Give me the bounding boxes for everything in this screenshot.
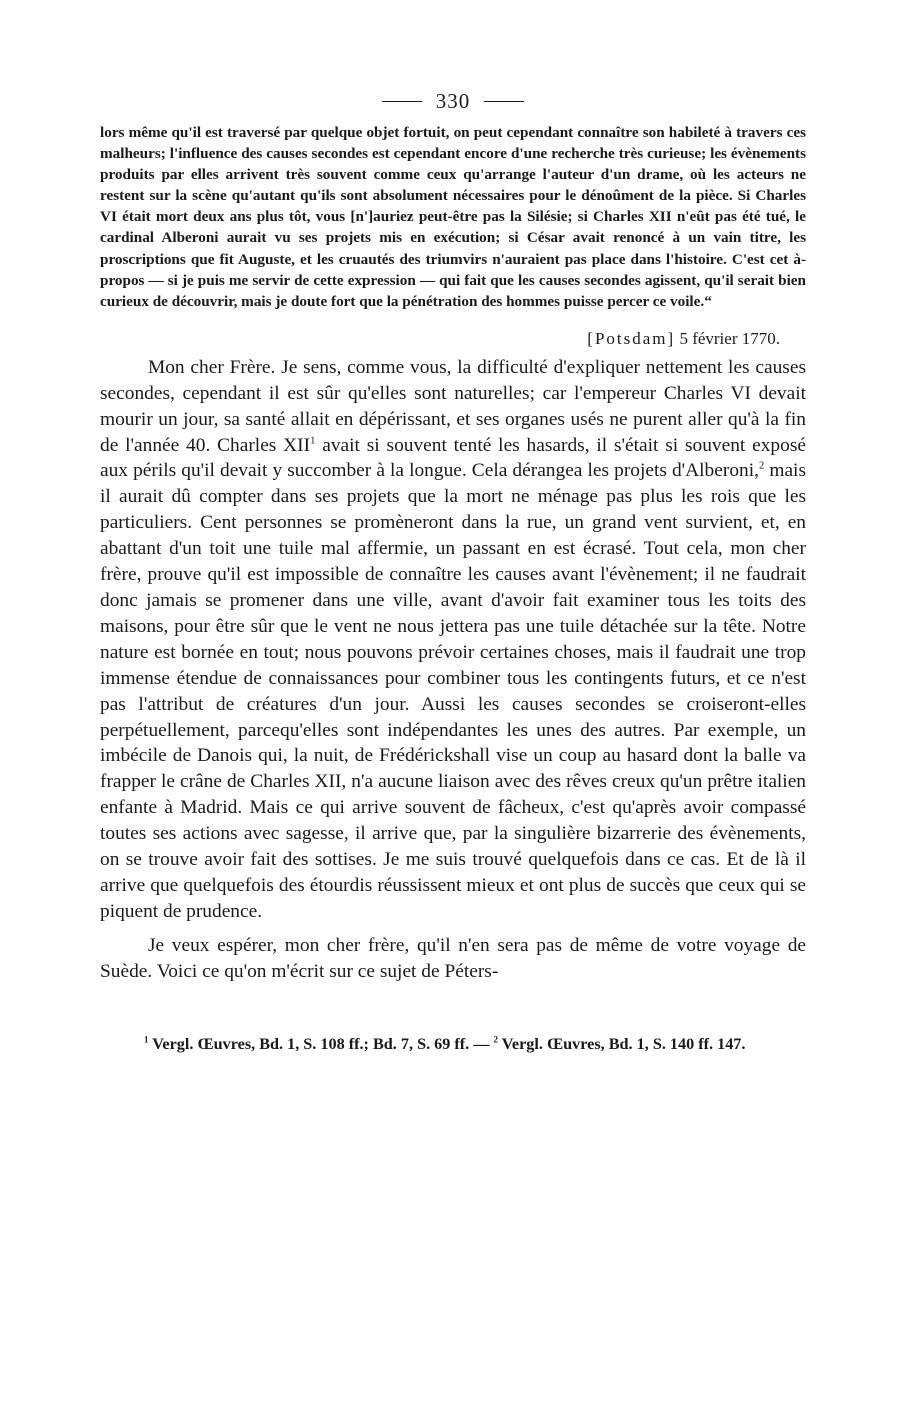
book-page xyxy=(100,86,806,1057)
letter-paragraph-1 xyxy=(100,355,806,925)
letter-dateline xyxy=(100,327,780,351)
letter-paragraph-2: Je veux espérer, mon cher frère, qu'il n'en sera pas de même de votre voyage de Suède. Voici ce qu'on m'écrit sur ce sujet de Péters- xyxy=(100,934,806,982)
footnotes xyxy=(100,1031,806,1057)
page-header xyxy=(100,86,806,116)
quoted-letter-excerpt: lors même qu'il est traversé par quelque objet fortuit, on peut cependant connaître son habileté à travers ces malheurs; l'influence des causes secondes est cependant encore d'une recherche très curieuse; les évènements produits par elles arrivent très souvent comme ceux qu'arrange l'auteur d'un drame, où les acteurs ne restent sur la scène qu'autant qu'ils sont absolument nécessaires pour le dénoûment de la pièce. Si Charles VI était mort deux ans plus tôt, vous [n']auriez peut-être pas la Silésie; si Charles XII n'eût pas été tué, le cardinal Alberoni aurait vu ses projets mis en exécution; si César avait renoncé à un vain titre, les proscriptions que fit Auguste, et les cruautés des triumvirs n'auraient pas place dans l'histoire. C'est cet à-propos — si je puis me servir de cette expression — qui fait que les causes secondes agissent, qu'il serait bien curieux de découvrir, mais je doute fort que la pénétration des hommes puisse percer ce voile.“ xyxy=(100,124,806,310)
dateline-date: 5 février 1770. xyxy=(679,328,780,348)
dateline-place: [Potsdam] xyxy=(587,328,676,348)
footnote-ref-1: 1 xyxy=(310,434,316,447)
page-number: 330 xyxy=(435,88,471,113)
paragraph-1-part-b: avait si souvent tenté les hasards, il s'était si souvent exposé aux périls qu'il devait y succomber à la longue. Cela dérangea les projets d'Alberoni, xyxy=(100,434,806,482)
footnote-mark-1: 1 xyxy=(144,1034,149,1045)
paragraph-1-part-c: mais il aurait dû compter dans ses projets que la mort ne ménage pas plus les rois que les particuliers. Cent personnes se promèneront dans la rue, un grand vent survient, et, en abattant d'un toit une tuile mal affermie, un passant en est écrasé. Tout cela, mon cher frère, prouve qu'il est impossible de connaître les causes avant l'évènement; il ne faudrait donc jamais se promener dans une ville, avant d'avoir fait examiner tous les toits des maisons, pour être sûr que le vent ne nous jettera pas une tuile détachée sur la tête. Notre nature est bornée en tout; nous pouvons prévoir certaines choses, mais il faudrait une trop immense étendue de connaissances pour combiner tous les contingents futurs, et ce n'est pas l'attribut de créatures d'un jour. Aussi les causes secondes se croiseront-elles perpétuellement, parcequ'elles sont indépendantes les unes des autres. Par exemple, un imbécile de Danois qui, la nuit, de Frédérickshall vise un coup au hasard dont la balle va frapper le crâne de Charles XII, n'a aucune liaison avec des rêves creux qu'un prêtre italien enfante à Madrid. Mais ce qui arrive souvent de fâcheux, c'est qu'après avoir compassé toutes ses actions avec sagesse, il arrive que, par la singulière bizarrerie des évènements, on se trouve avoir fait des sottises. Je me suis trouvé quelquefois dans ce cas. Et de là il arrive que quelquefois des étourdis réussissent mieux et ont plus de succès que ceux qui se piquent de prudence. xyxy=(100,460,806,922)
footnote-2-text: Vergl. Œuvres, Bd. 1, S. 140 ff. 147. xyxy=(497,1034,746,1053)
footnote-1-text: Vergl. Œuvres, Bd. 1, S. 108 ff.; Bd. 7, S. 69 ff. — xyxy=(148,1034,494,1053)
header-rule-left xyxy=(382,101,422,102)
footnote-ref-2: 2 xyxy=(758,460,765,472)
header-rule-right xyxy=(484,101,524,102)
footnote-mark-2: 2 xyxy=(493,1034,498,1045)
paragraph-1-part-a: Mon cher Frère. Je sens, comme vous, la difficulté d'expliquer nettement les causes secondes, cependant il est sûr qu'elles sont naturelles; car l'empereur Charles VI devait mourir un jour, sa santé allait en dépérissant, et ses organes usés ne purent aller qu'à la fin de l'année 40. Charles XII xyxy=(100,356,806,456)
